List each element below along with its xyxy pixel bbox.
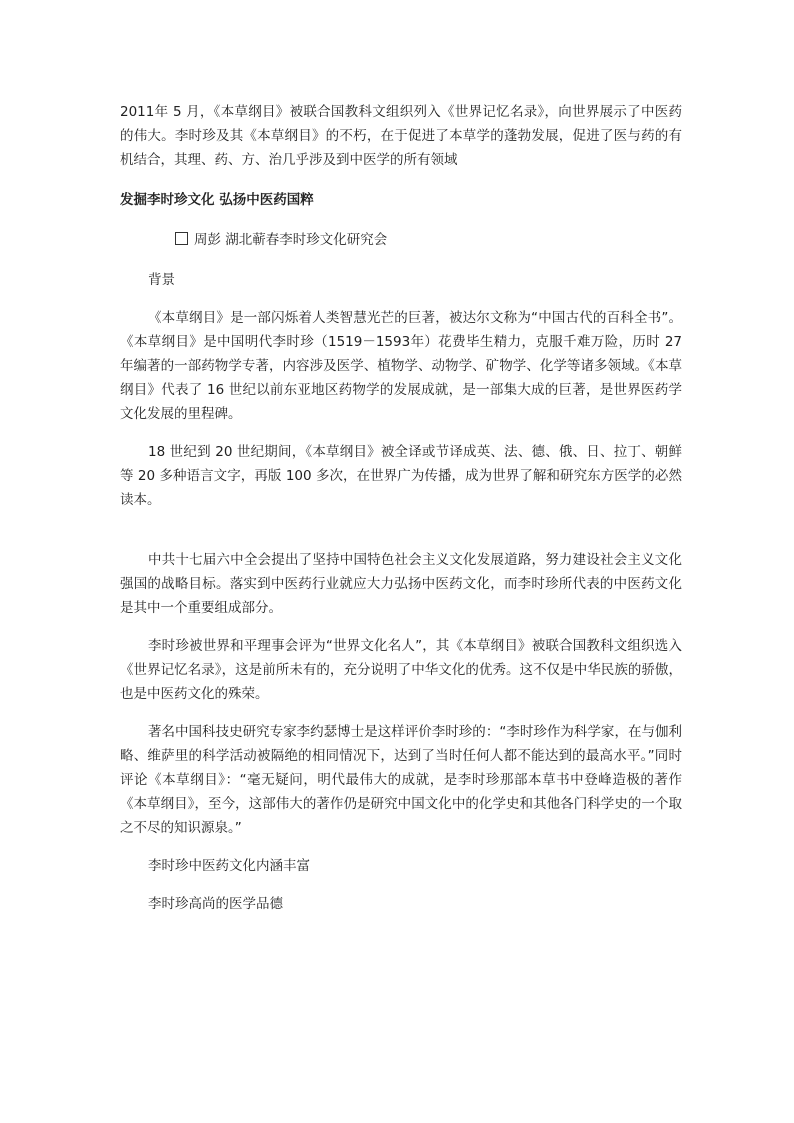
paragraph-4: 李时珍被世界和平理事会评为“世界文化名人”，其《本草纲目》被联合国教科文组织选入《世界记忆名录》，这是前所未有的，充分说明了中华文化的优秀。这不仅是中华民族的骄傲，也是中医药文化的殊荣。: [120, 638, 682, 702]
article-title: 发掘李时珍文化 弘扬中医药国粹: [120, 192, 314, 208]
paragraph-5: 著名中国科技史研究专家李约瑟博士是这样评价李时珍的：“李时珍作为科学家，在与伽利略、维萨里的科学活动被隔绝的相同情况下，达到了当时任何人都不能达到的最高水平。”同时评论《本草纲目》：“毫无疑问，明代最伟大的成就，是李时珍那部本草书中登峰造极的著作《本草纲目》，至今，这部伟大的著作仍是研究中国文化中的化学史和其他各门科学史的一个取之不尽的知识源泉。”: [120, 724, 682, 836]
paragraph-3: 中共十七届六中全会提出了坚持中国特色社会主义文化发展道路，努力建设社会主义文化强国的战略目标。落实到中医药行业就应大力弘扬中医药文化，而李时珍所代表的中医药文化是其中一个重要组成部分。: [120, 552, 682, 616]
intro-paragraph: 2011年 5 月，《本草纲目》被联合国教科文组织列入《世界记忆名录》，向世界展示了中医药的伟大。李时珍及其《本草纲目》的不朽，在于促进了本草学的蓬勃发展，促进了医与药的有机结合，其理、药、方、治几乎涉及到中医学的所有领域: [120, 104, 682, 168]
article-body: [120, 100, 682, 930]
paragraph-1: 《本草纲目》是一部闪烁着人类智慧光芒的巨著，被达尔文称为“中国古代的百科全书”。《本草纲目》是中国明代李时珍（1519－1593年）花费毕生精力，克服千难万险，历时 27 年编著的一部药物学专著，内容涉及医学、植物学、动物学、矿物学、化学等诸多领域。《本草纲目》代表了 16 世纪以前东亚地区药物学的发展成就，是一部集大成的巨著，是世界医药学文化发展的里程碑。: [120, 310, 682, 422]
section-heading-culture: 李时珍中医药文化内涵丰富: [148, 858, 310, 874]
section-heading-background: 背景: [148, 272, 175, 288]
author-text: 周彭 湖北蕲春李时珍文化研究会: [194, 232, 388, 248]
checkbox-square-icon: [175, 232, 188, 245]
paragraph-2: 18 世纪到 20 世纪期间，《本草纲目》被全译或节译成英、法、德、俄、日、拉丁、朝鲜等 20 多种语言文字，再版 100 多次，在世界广为传播，成为世界了解和研究东方医学的必然读本。: [120, 444, 682, 508]
blank-gap: [120, 526, 682, 548]
byline: [175, 228, 682, 252]
section-heading-ethics: 李时珍高尚的医学品德: [148, 896, 283, 912]
